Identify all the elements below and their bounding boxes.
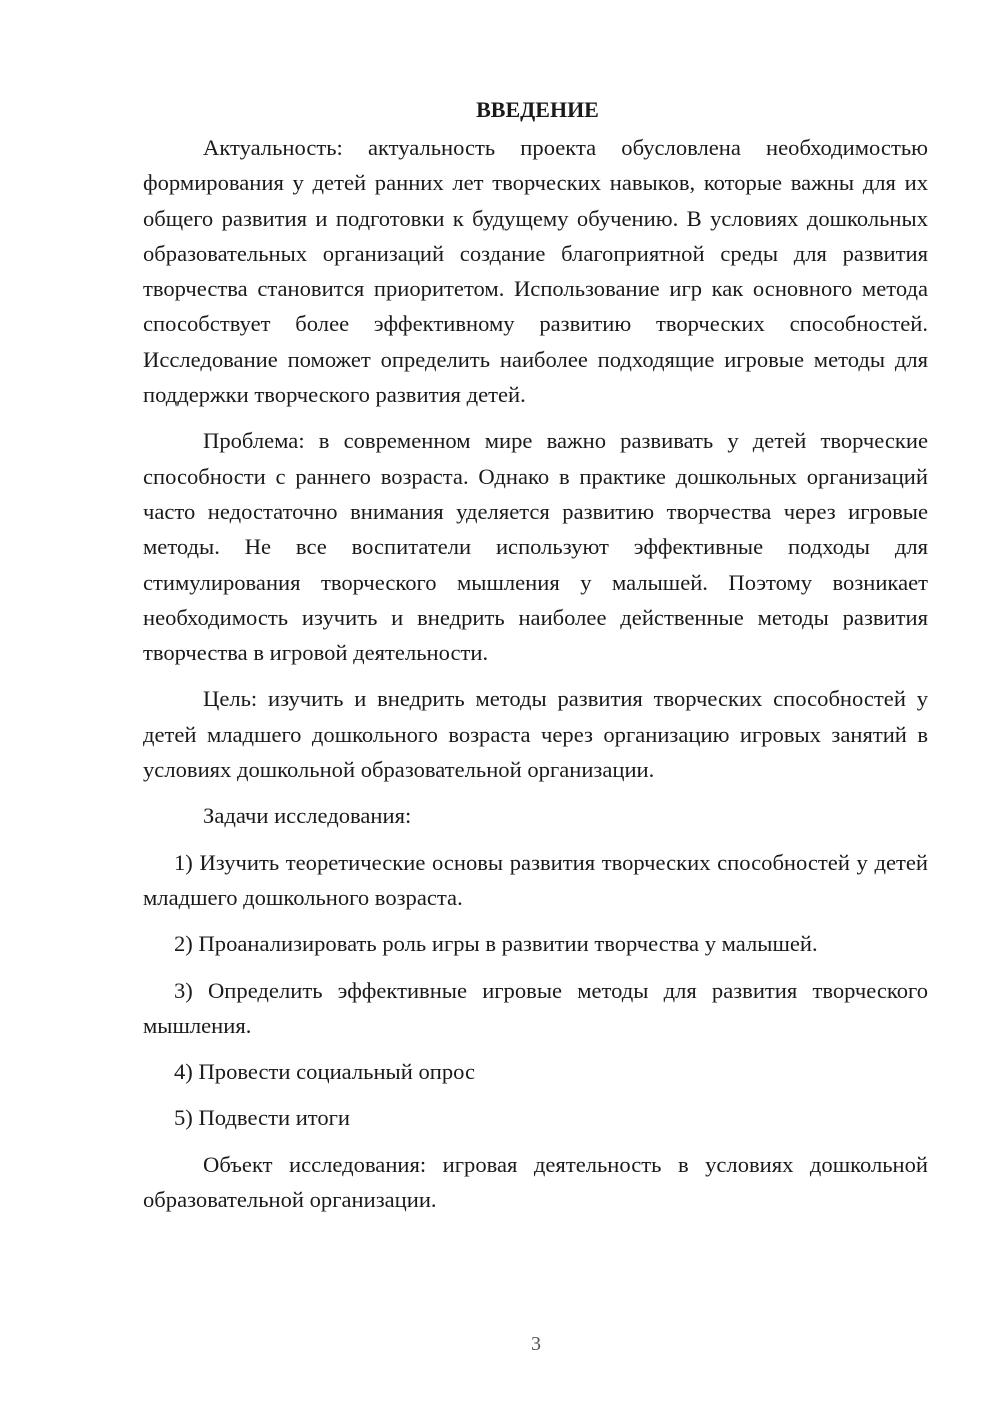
tasks-heading: Задачи исследования:: [203, 803, 412, 829]
task-item: 3) Определить эффективные игровые методы для развития творческого мышления.: [143, 977, 928, 1038]
page-number: 3: [531, 1333, 541, 1355]
task-item: 5) Подвести итоги: [174, 1105, 351, 1131]
task-item: 4) Провести социальный опрос: [174, 1059, 476, 1085]
relevance-paragraph: Актуальность: актуальность проекта обусловлена необходимостью формирования у детей ранних лет творческих навыков, которые важны для их общего развития и подготовки к будущему обучению. В условиях дошкольных образовательных организаций создание благоприятной среды для развития творчества становится приоритетом. Использование игр как основного метода способствует более эффективному развитию творческих способностей. Исследование поможет определить наиболее подходящие игровые методы для поддержки творческого развития детей.: [143, 135, 928, 408]
task-item: 2) Проанализировать роль игры в развитии творчества у малышей.: [174, 931, 818, 957]
section-heading: ВВЕДЕНИЕ: [476, 97, 599, 122]
object-paragraph: Объект исследования: игровая деятельность в условиях дошкольной образовательной организации.: [143, 1151, 928, 1213]
task-item: 1) Изучить теоретические основы развития творческих способностей у детей младшего дошкольного возраста.: [143, 849, 928, 910]
document-page: [143, 93, 928, 1228]
problem-paragraph: Проблема: в современном мире важно развивать у детей творческие способности с раннего возраста. Однако в практике дошкольных организаций часто недостаточно внимания уделяется развитию творчества через игровые методы. Не все воспитатели используют эффективные подходы для стимулирования творческого мышления у малышей. Поэтому возникает необходимость изучить и внедрить наиболее действенные методы развития творчества в игровой деятельности.: [143, 428, 928, 666]
goal-paragraph: Цель: изучить и внедрить методы развития творческих способностей у детей младшего дошкольного возраста через организацию игровых занятий в условиях дошкольной образовательной организации.: [143, 686, 928, 783]
